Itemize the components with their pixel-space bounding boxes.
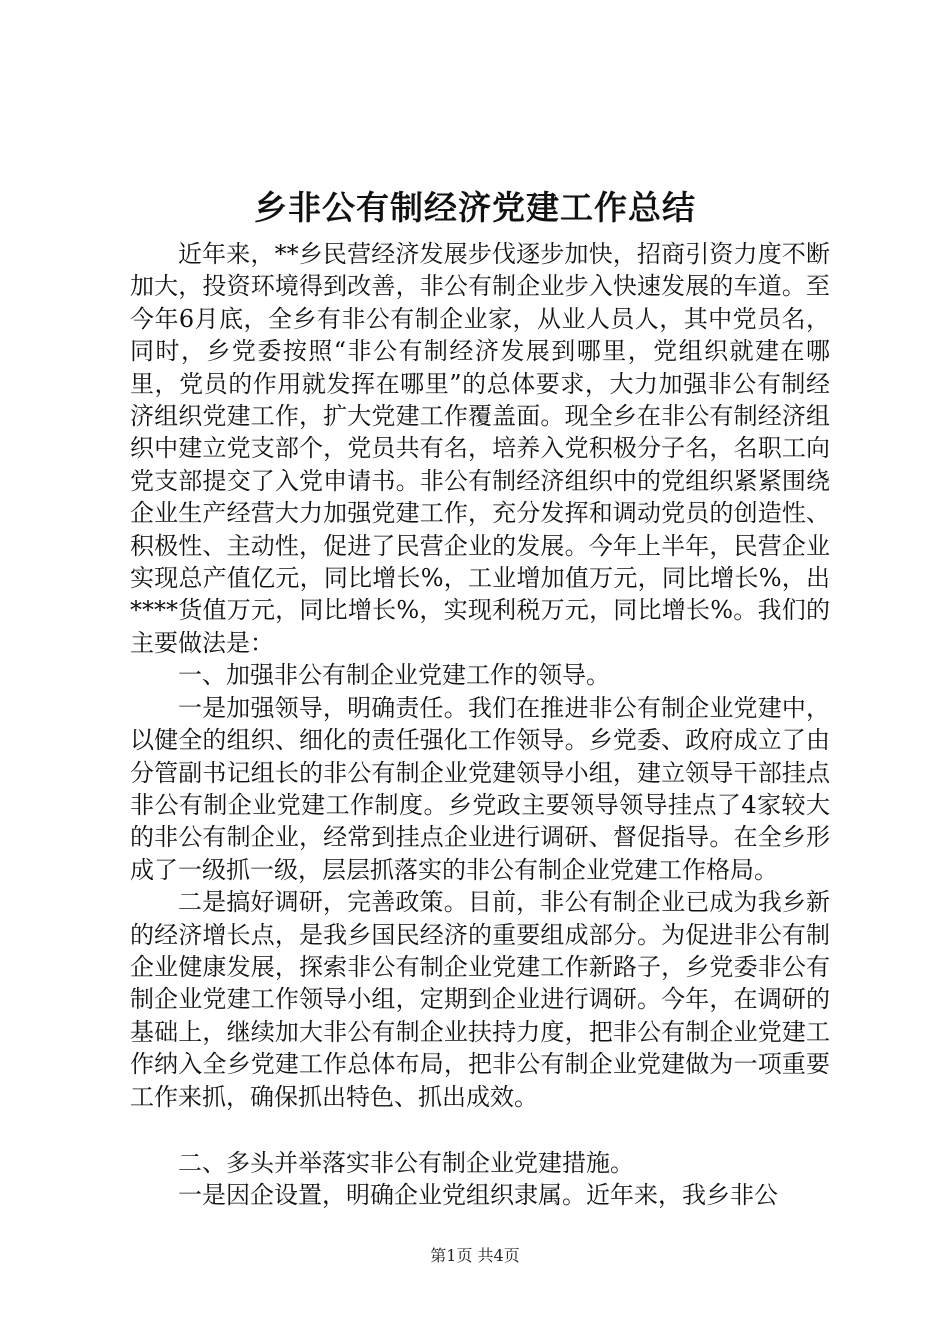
- paragraph-intro: 近年来，**乡民营经济发展步伐逐步加快，招商引资力度不断加大，投资环境得到改善，非公有制企业步入快速发展的车道。至今年6月底，全乡有非公有制企业家，从业人员人，其中党员名，同时，乡党委按照“非公有制经济发展到哪里，党组织就建在哪里，党员的作用就发挥在哪里”的总体要求，大力加强非公有制经济组织党建工作，扩大党建工作覆盖面。现全乡在非公有制经济组织中建立党支部个，党员共有名，培养入党积极分子名，名职工向党支部提交了入党申请书。非公有制经济组织中的党组织紧紧围绕企业生产经营大力加强党建工作，充分发挥和调动党员的创造性、积极性、主动性，促进了民营企业的发展。今年上半年，民营企业实现总产值亿元，同比增长%，工业增加值万元，同比增长%，出****货值万元，同比增长%，实现利税万元，同比增长%。我们的主要做法是：: [130, 240, 830, 657]
- page-footer: 第1页 共4页: [430, 1246, 520, 1265]
- document-body: [130, 238, 830, 1212]
- section-heading-2: 二、多头并举落实非公有制企业党建措施。: [178, 1148, 634, 1177]
- paragraph-research: 二是搞好调研，完善政策。目前，非公有制企业已成为我乡新的经济增长点，是我乡国民经济的重要组成部分。为促进非公有制企业健康发展，探索非公有制企业党建工作新路子，乡党委非公有制企业党建工作领导小组，定期到企业进行调研。今年，在调研的基础上，继续加大非公有制企业扶持力度，把非公有制企业党建工作纳入全乡党建工作总体布局，把非公有制企业党建做为一项重要工作来抓，确保抓出特色、抓出成效。: [130, 888, 830, 1111]
- section-heading-1: 一、加强非公有制企业党建工作的领导。: [178, 661, 610, 690]
- document-title: 乡非公有制经济党建工作总结: [254, 188, 696, 227]
- paragraph-leadership: 一是加强领导，明确责任。我们在推进非公有制企业党建中，以健全的组织、细化的责任强化工作领导。乡党委、政府成立了由分管副书记组长的非公有制企业党建领导小组，建立领导干部挂点非公有制企业党建工作制度。乡党政主要领导领导挂点了4家较大的非公有制企业，经常到挂点企业进行调研、督促指导。在全乡形成了一级抓一级，层层抓落实的非公有制企业党建工作格局。: [130, 693, 830, 884]
- paragraph-setup: 一是因企设置，明确企业党组织隶属。近年来，我乡非公: [178, 1181, 778, 1210]
